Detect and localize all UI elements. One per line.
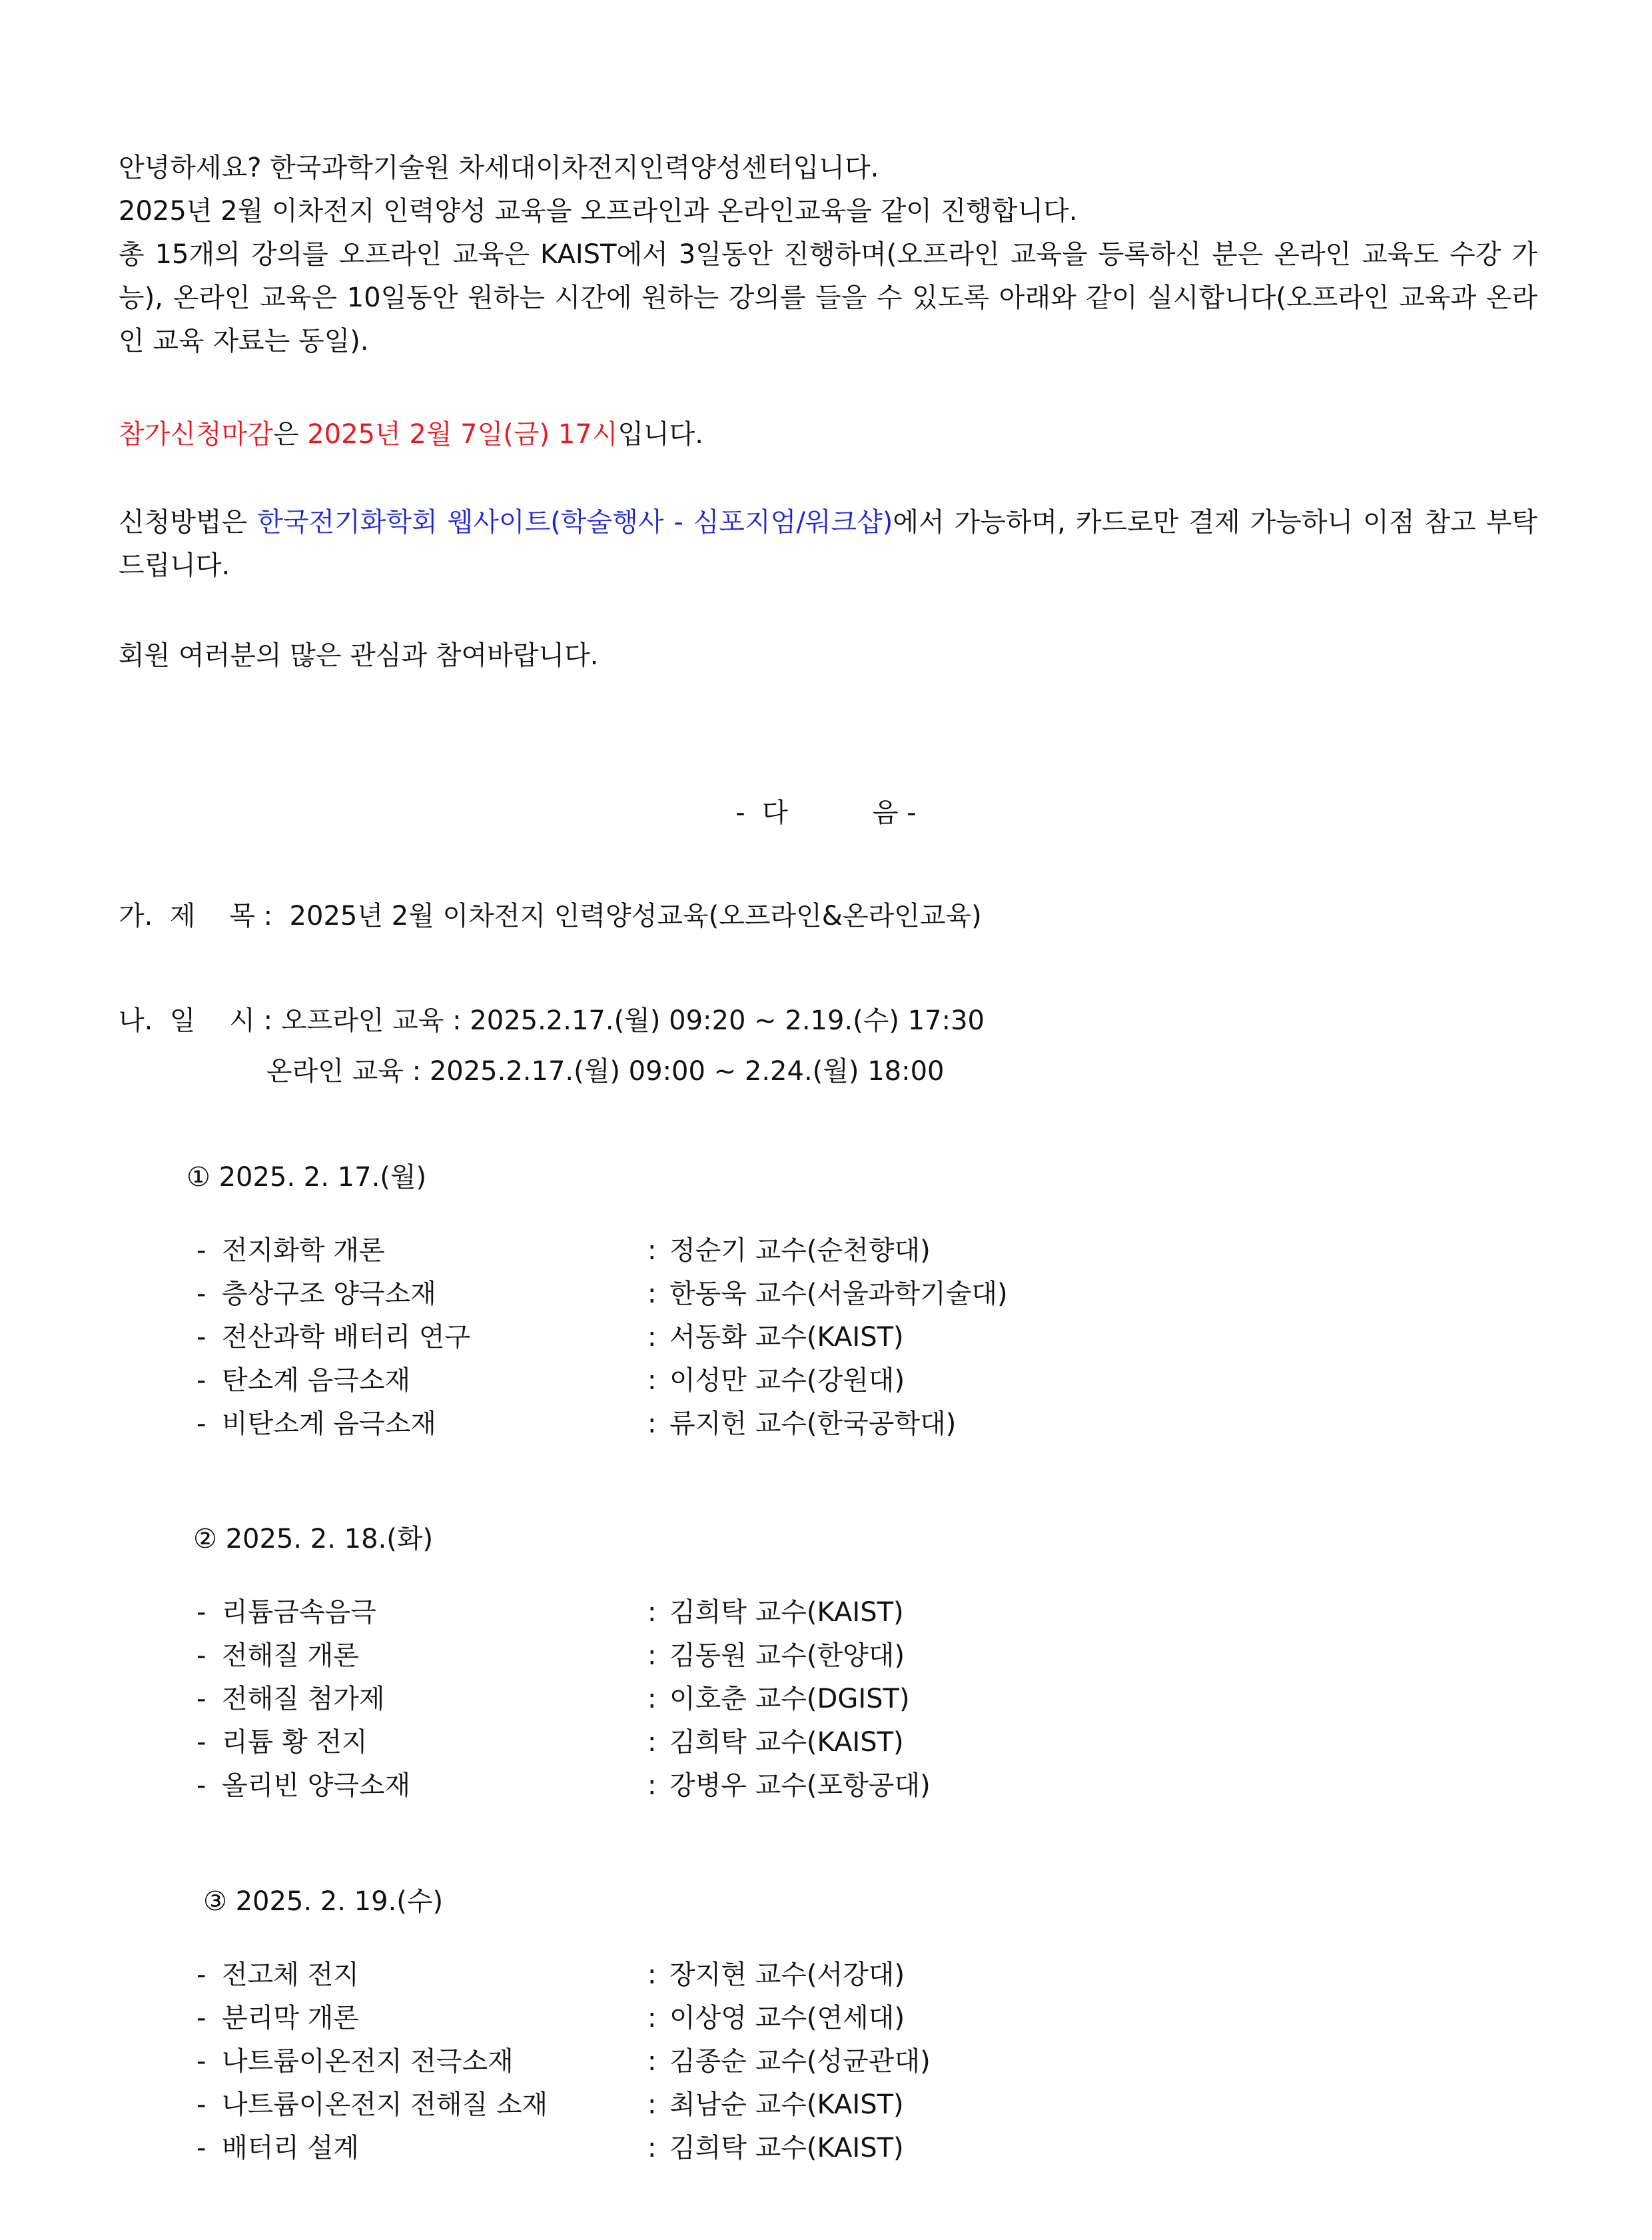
lecture-title: 전고체 전지: [222, 1960, 359, 1990]
day-header: ③ 2025. 2. 19.(수): [203, 1886, 444, 1917]
apply-paragraph: [119, 501, 1537, 588]
lecture-title: 나트륨이온전지 전극소재: [222, 2046, 514, 2077]
schedule-offline: 나. 일 시 : 오프라인 교육 : 2025.2.17.(월) 09:20 ~ 2.19.(수) 17:30: [119, 1005, 985, 1036]
lecture-title: 층상구조 양극소재: [222, 1279, 436, 1309]
lecture-row: - 전지화학 개론 : 정순기 교수(순천향대): [197, 1229, 1396, 1273]
lecture-title: 전해질 첨가제: [222, 1684, 385, 1714]
lecture-title: 전해질 개론: [222, 1640, 359, 1671]
lecture-title: 나트륨이온전지 전해질 소재: [222, 2089, 548, 2120]
lecture-title: 리튬금속음극: [222, 1597, 376, 1628]
lecture-title: 분리막 개론: [222, 2003, 359, 2033]
lecturer: 정순기 교수(순천향대): [669, 1235, 931, 1266]
lecturer: 이호춘 교수(DGIST): [669, 1684, 910, 1714]
deadline-date: 2025년 2월 7일(금) 17시: [307, 419, 618, 450]
lecturer: 김동원 교수(한양대): [669, 1640, 905, 1671]
lecturer: 최남순 교수(KAIST): [669, 2089, 904, 2120]
lecture-row: - 탄소계 음극소재 : 이성만 교수(강원대): [197, 1359, 1396, 1402]
lecturer: 류지헌 교수(한국공학대): [669, 1408, 957, 1439]
lecturer: 서동화 교수(KAIST): [669, 1322, 904, 1353]
day-header: ① 2025. 2. 17.(월): [187, 1162, 427, 1193]
deadline-particle: 은: [272, 419, 299, 450]
title-item: 가. 제 목 : 2025년 2월 이차전지 인력양성교육(오프라인&온라인교육): [119, 901, 982, 931]
apply-link[interactable]: 한국전기화학회 웹사이트(학술행사 - 심포지엄/워크샵): [257, 507, 893, 538]
lecturer: 김종순 교수(성균관대): [669, 2046, 931, 2077]
lecture-row: - 나트륨이온전지 전해질 소재 : 최남순 교수(KAIST): [197, 2083, 1396, 2127]
lecture-row: - 전해질 개론 : 김동원 교수(한양대): [197, 1634, 1396, 1678]
lecture-row: - 나트륨이온전지 전극소재 : 김종순 교수(성균관대): [197, 2040, 1396, 2083]
lecture-row: - 올리빈 양극소재 : 강병우 교수(포항공대): [197, 1764, 1396, 1808]
lecturer: 강병우 교수(포항공대): [669, 1770, 931, 1801]
lecturer: 김희탁 교수(KAIST): [669, 1727, 904, 1758]
lecture-row: - 전고체 전지 : 장지현 교수(서강대): [197, 1954, 1396, 1997]
deadline-suffix: 입니다.: [618, 419, 703, 450]
lecture-row: - 전산과학 배터리 연구 : 서동화 교수(KAIST): [197, 1316, 1396, 1359]
intro-paragraph: 총 15개의 강의를 오프라인 교육은 KAIST에서 3일동안 진행하며(오프라인 교육을 등록하신 분은 온라인 교육도 수강 가능), 온라인 교육은 10일동안 원하는 시간에 원하는 강의를 들을 수 있도록 아래와 같이 실시합니다(오프라인 교육과 온라인 교육 자료는 동일).: [119, 239, 1537, 356]
lecture-title: 올리빈 양극소재: [222, 1770, 411, 1801]
lecture-title: 전지화학 개론: [222, 1235, 385, 1266]
lecturer: 이성만 교수(강원대): [669, 1365, 905, 1396]
greeting-line: 안녕하세요? 한국과학기술원 차세대이차전지인력양성센터입니다.: [119, 153, 879, 183]
lecture-row: - 리튬 황 전지 : 김희탁 교수(KAIST): [197, 1721, 1396, 1764]
lecturer: 이상영 교수(연세대): [669, 2003, 905, 2033]
lecture-row: - 전해질 첨가제 : 이호춘 교수(DGIST): [197, 1678, 1396, 1721]
lecture-row: - 배터리 설계 : 김희탁 교수(KAIST): [197, 2127, 1396, 2170]
lecture-title: 비탄소계 음극소재: [222, 1408, 436, 1439]
intro-line: 2025년 2월 이차전지 인력양성 교육을 오프라인과 온라인교육을 같이 진행합니다.: [119, 196, 1078, 227]
lecture-row: - 비탄소계 음극소재 : 류지헌 교수(한국공학대): [197, 1402, 1396, 1446]
deadline-line: [119, 413, 1537, 456]
lecture-title: 전산과학 배터리 연구: [222, 1322, 471, 1353]
lecturer: 한동욱 교수(서울과학기술대): [669, 1279, 1008, 1309]
lecture-title: 탄소계 음극소재: [222, 1365, 411, 1396]
apply-prefix: 신청방법은: [119, 507, 258, 538]
closing-line: 회원 여러분의 많은 관심과 참여바랍니다.: [119, 640, 599, 671]
lecturer: 김희탁 교수(KAIST): [669, 1597, 904, 1628]
lecture-row: - 분리막 개론 : 이상영 교수(연세대): [197, 1997, 1396, 2040]
lecture-row: - 층상구조 양극소재 : 한동욱 교수(서울과학기술대): [197, 1273, 1396, 1316]
lecturer: 장지현 교수(서강대): [669, 1960, 905, 1990]
notice-header: - 다 음 -: [735, 798, 917, 828]
apply-suffix: 에서 가능하며, 카드로만 결제 가능하니 이점 참고 부탁 드립니다.: [119, 507, 1537, 581]
lecture-title: 리튬 황 전지: [222, 1727, 368, 1758]
deadline-label: 참가신청마감: [119, 419, 273, 450]
schedule-online: 온라인 교육 : 2025.2.17.(월) 09:00 ~ 2.24.(월) 18:00: [266, 1056, 945, 1087]
day-header: ② 2025. 2. 18.(화): [193, 1524, 434, 1554]
lecture-row: - 리튬금속음극 : 김희탁 교수(KAIST): [197, 1591, 1396, 1634]
lecture-title: 배터리 설계: [222, 2133, 359, 2163]
lecturer: 김희탁 교수(KAIST): [669, 2133, 904, 2163]
